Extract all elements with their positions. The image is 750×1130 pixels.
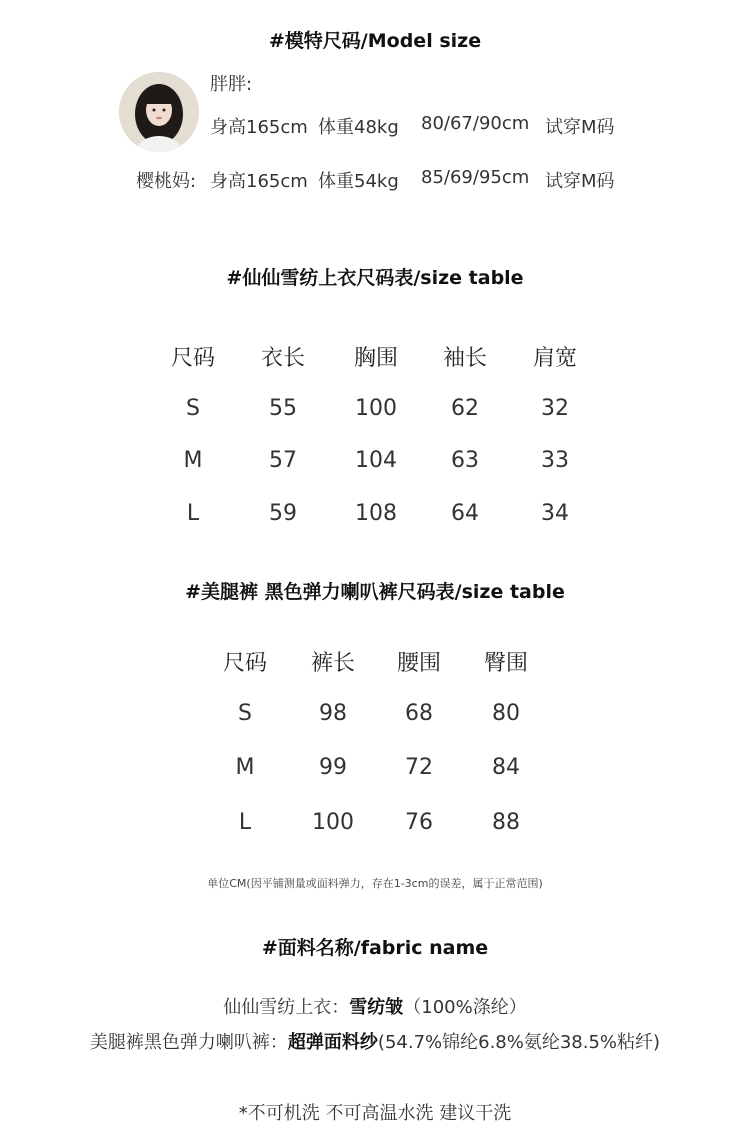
fabric-pants-detail: (54.7%锦纶6.8%氨纶38.5%粘纤) bbox=[377, 1032, 661, 1053]
model-1-weight: 体重48kg bbox=[318, 117, 399, 138]
pants-table-cell: 72 bbox=[405, 755, 433, 780]
fabric-top-line bbox=[0, 993, 750, 1019]
fabric-top-detail: （100%涤纶） bbox=[403, 997, 527, 1018]
top-table-cell: 104 bbox=[355, 448, 397, 473]
top-table-cell: 55 bbox=[269, 396, 297, 421]
pants-table-header: 臀围 bbox=[483, 651, 528, 676]
top-table-header: 衣长 bbox=[260, 346, 305, 371]
model-2-weight: 体重54kg bbox=[318, 171, 399, 192]
top-table-header: 肩宽 bbox=[532, 346, 577, 371]
top-size-table-heading: #仙仙雪纺上衣尺码表/size table bbox=[226, 267, 524, 289]
pants-table-cell: 76 bbox=[405, 810, 433, 835]
pants-table-header: 裤长 bbox=[310, 651, 355, 676]
fabric-top-label: 仙仙雪纺上衣： bbox=[223, 997, 350, 1018]
pants-table-cell: 88 bbox=[492, 810, 520, 835]
pants-table-cell: 84 bbox=[492, 755, 520, 780]
top-table-cell: S bbox=[186, 396, 200, 421]
fabric-pants-line bbox=[0, 1028, 750, 1054]
pants-size-table-heading: #美腿裤 黑色弹力喇叭裤尺码表/size table bbox=[185, 581, 565, 603]
pants-table-header: 腰围 bbox=[396, 651, 441, 676]
model-1-height: 身高165cm bbox=[210, 117, 308, 138]
top-table-cell: 34 bbox=[541, 501, 569, 526]
top-table-cell: 63 bbox=[451, 448, 479, 473]
top-table-cell: 59 bbox=[269, 501, 297, 526]
pants-table-cell: M bbox=[235, 755, 255, 780]
unit-note: 单位CM(因平铺测量或面料弹力，存在1-3cm的误差，属于正常范围) bbox=[207, 877, 543, 890]
model-size-heading: #模特尺码/Model size bbox=[268, 30, 482, 52]
pants-table-cell: 100 bbox=[312, 810, 354, 835]
pants-table-cell: 68 bbox=[405, 701, 433, 726]
top-table-cell: 57 bbox=[269, 448, 297, 473]
model-2-name: 樱桃妈: bbox=[136, 171, 197, 192]
model-1-measurements: 80/67/90cm bbox=[421, 113, 530, 134]
top-table-cell: M bbox=[183, 448, 203, 473]
top-table-cell: 32 bbox=[541, 396, 569, 421]
top-table-cell: 33 bbox=[541, 448, 569, 473]
top-table-header: 尺码 bbox=[170, 346, 215, 371]
top-table-cell: 64 bbox=[451, 501, 479, 526]
fabric-pants-name: 超弹面料纱 bbox=[287, 1032, 378, 1053]
model-1-try-on: 试穿M码 bbox=[545, 117, 615, 138]
fabric-pants-label: 美腿裤黑色弹力喇叭裤： bbox=[89, 1032, 288, 1053]
top-table-cell: 108 bbox=[355, 501, 397, 526]
pants-table-cell: 98 bbox=[319, 701, 347, 726]
top-table-cell: 100 bbox=[355, 396, 397, 421]
fabric-top-name: 雪纺皱 bbox=[349, 997, 404, 1018]
care-note: *不可机洗 不可高温水洗 建议干洗 bbox=[238, 1103, 512, 1124]
model-2-height: 身高165cm bbox=[210, 171, 308, 192]
top-table-cell: L bbox=[186, 501, 200, 526]
model-1-name: 胖胖: bbox=[210, 74, 253, 95]
pants-table-header: 尺码 bbox=[222, 651, 267, 676]
model-2-try-on: 试穿M码 bbox=[545, 171, 615, 192]
pants-table-cell: S bbox=[238, 701, 252, 726]
pants-table-cell: 80 bbox=[492, 701, 520, 726]
model-avatar bbox=[119, 72, 199, 152]
top-table-cell: 62 bbox=[451, 396, 479, 421]
pants-table-cell: L bbox=[238, 810, 252, 835]
pants-table-cell: 99 bbox=[319, 755, 347, 780]
top-table-header: 胸围 bbox=[353, 346, 398, 371]
top-table-header: 袖长 bbox=[442, 346, 487, 371]
model-2-measurements: 85/69/95cm bbox=[421, 167, 530, 188]
fabric-heading: #面料名称/fabric name bbox=[261, 937, 489, 959]
